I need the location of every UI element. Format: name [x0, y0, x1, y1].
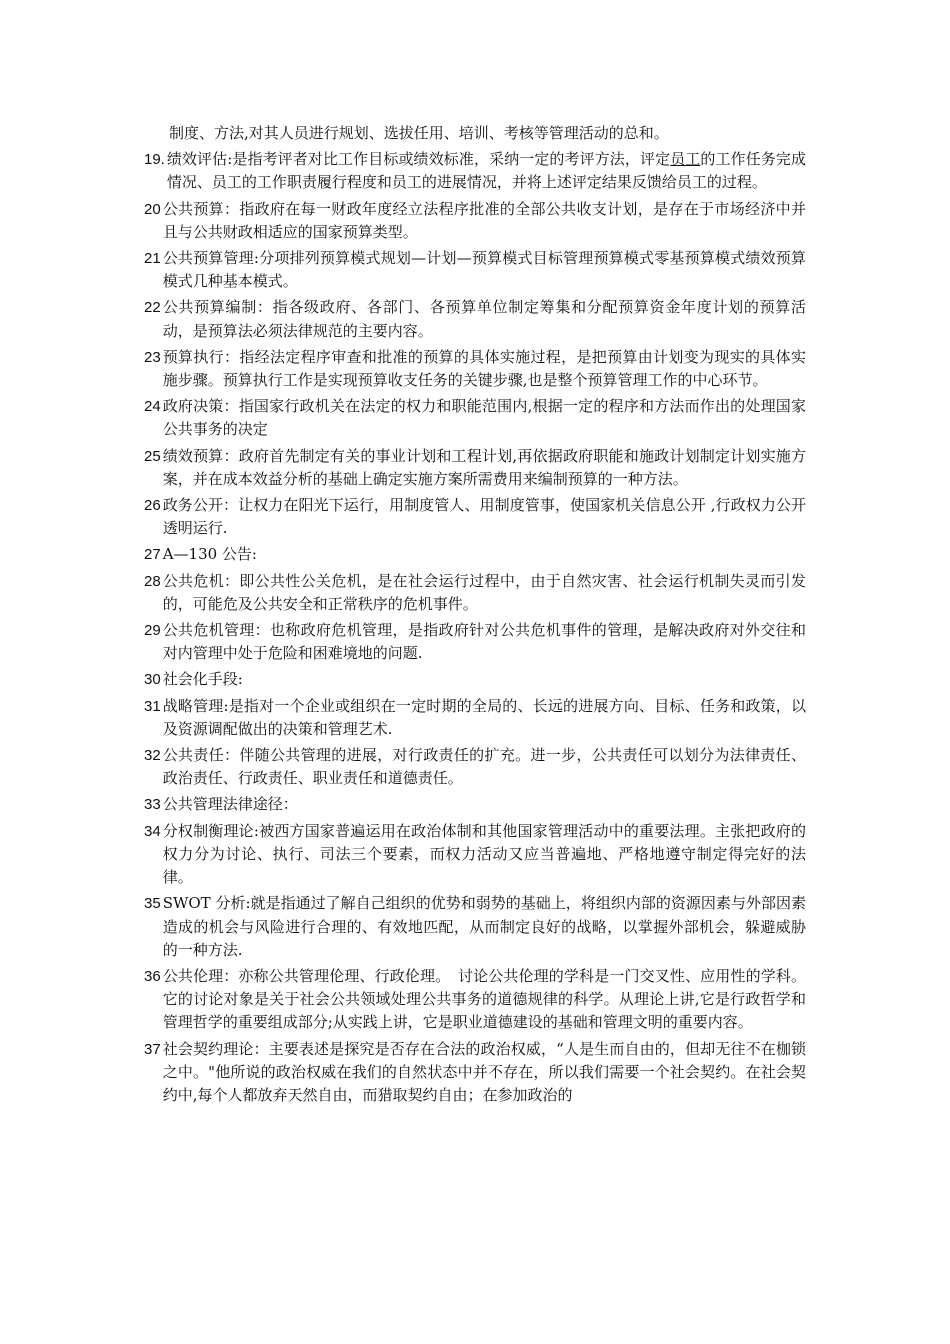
entry-number: 37 — [144, 1040, 161, 1058]
entry-number: 34 — [144, 822, 161, 840]
entry-text: 公共预算编制：指各级政府、各部门、各预算单位制定筹集和分配预算资金年度计划的预算活动，是预算法必须法律规范的主要内容。 — [162, 298, 806, 340]
entry-text: 公共危机：即公共性公关危机，是在社会运行过程中，由于自然灾害、社会运行机制失灵而引发的，可能危及公共安全和正常秩序的危机事件。 — [162, 571, 806, 613]
glossary-entry-24 — [144, 395, 806, 441]
entry-text: 政府决策：指国家行政机关在法定的权力和职能范围内,根据一定的程序和方法而作出的处理国家公共事务的决定 — [162, 397, 806, 439]
glossary-entry-33 — [144, 793, 806, 816]
entry-number: 27 — [144, 546, 161, 564]
continuation-paragraph: 制度、方法,对其人员进行规划、选拔任用、培训、考核等管理活动的总和。 — [169, 124, 669, 142]
glossary-entry-37 — [144, 1038, 806, 1108]
entry-number: 20 — [144, 200, 161, 218]
entry-text — [167, 148, 806, 194]
document-body — [144, 122, 806, 1110]
entry-text-part: 绩效评估:是指考评者对比工作目标或绩效标准，采纳一定的考评方法，评定 — [166, 150, 671, 169]
entry-text: 公共伦理：亦称公共管理伦理、行政伦理。 讨论公共伦理的学科是一门交叉性、应用性的学科。它的讨论对象是关于社会公共领域处理公共事务的道德规律的科学。从理论上讲,它是行政哲学和管理哲学的重要组成部分;从实践上讲，它是职业道德建设的基础和管理文明的重要内容。 — [162, 966, 806, 1032]
glossary-entry-19 — [144, 148, 806, 194]
glossary-entry-23 — [144, 346, 806, 392]
glossary-entry-34 — [144, 820, 806, 890]
entry-text-part: 的工作任务完成情况、员工的工作职责履行程度和员工的进展情况，并将上述评定结果反馈给员工的过程。 — [166, 150, 806, 192]
glossary-entry-21 — [144, 247, 806, 293]
entry-number: 21 — [144, 250, 161, 268]
entry-text: 公共管理法律途径： — [162, 795, 298, 814]
entry-number: 28 — [144, 572, 161, 590]
entry-text: 公共危机管理：也称政府危机管理，是指政府针对公共危机事件的管理，是解决政府对外交往和对内管理中处于危险和困难境地的问题. — [162, 621, 806, 663]
entry-number: 23 — [144, 348, 161, 366]
entry-text: 绩效预算：政府首先制定有关的事业计划和工程计划,再依据政府职能和施政计划制定计划实施方案，并在成本效益分析的基础上确定实施方案所需费用来编制预算的一种方法。 — [162, 446, 806, 488]
glossary-entry-30 — [144, 668, 806, 691]
entry-text: 预算执行：指经法定程序审查和批准的预算的具体实施过程，是把预算由计划变为现实的具体实施步骤。预算执行工作是实现预算收支任务的关键步骤,也是整个预算管理工作的中心环节。 — [162, 347, 806, 390]
entry-number: 31 — [144, 697, 161, 715]
entry-text: 社会契约理论：主要表述是探究是否存在合法的政治权威，“人是生而自由的，但却无往不在枷锁之中。"他所说的政治权威在我们的自然状态中并不存在，所以我们需要一个社会契约。在社会契约中,每个人都放弃天然自由，而猎取契约自由；在参加政治的 — [162, 1039, 806, 1104]
entry-number: 36 — [144, 967, 161, 985]
glossary-entry-35 — [144, 892, 806, 962]
glossary-entry-31 — [144, 695, 806, 741]
entry-text: 公共预算：指政府在每一财政年度经立法程序批准的全部公共收支计划，是存在于市场经济中并且与公共财政相适应的国家预算类型。 — [162, 199, 806, 241]
entry-number: 29 — [144, 622, 161, 640]
entry-number: 24 — [144, 398, 161, 416]
glossary-entry-36 — [144, 965, 806, 1035]
entry-number: 25 — [144, 447, 161, 465]
entry-number: 26 — [144, 497, 161, 515]
glossary-entry-29 — [144, 619, 806, 665]
glossary-entry-22 — [144, 296, 806, 342]
glossary-entry-20 — [144, 198, 806, 244]
entry-text: 战略管理:是指对一个企业或组织在一定时期的全局的、长远的进展方向、目标、任务和政策，以及资源调配做出的决策和管理艺术. — [162, 696, 806, 738]
glossary-entry-28 — [144, 570, 806, 616]
entry-text: 分权制衡理论:被西方国家普遍运用在政治体制和其他国家管理活动中的重要法理。主张把政府的权力分为讨论、执行、司法三个要素，而权力活动又应当普遍地、严格地遵守制定得完好的法律。 — [162, 821, 806, 887]
entry-number: 19. — [144, 151, 165, 169]
entry-text: 公共预算管理:分项排列预算模式规划—计划—预算模式目标管理预算模式零基预算模式绩效预算模式几种基本模式。 — [162, 249, 806, 291]
entry-number: 30 — [144, 671, 161, 689]
entry-text: SWOT 分析:就是指通过了解自己组织的优势和弱势的基础上，将组织内部的资源因素与外部因素造成的机会与风险进行合理的、有效地匹配，从而制定良好的战略，以掌握外部机会，躲避威胁的一种方法. — [162, 894, 806, 959]
entry-text: 社会化手段: — [162, 670, 243, 689]
glossary-entry-25 — [144, 445, 806, 491]
entry-number: 22 — [144, 299, 161, 317]
glossary-entry-27 — [144, 543, 806, 566]
glossary-entry-32 — [144, 744, 806, 790]
entry-number: 33 — [144, 796, 161, 814]
entry-text: A—130 公告: — [162, 545, 257, 564]
glossary-entry-26 — [144, 494, 806, 540]
employee-link[interactable]: 员工 — [670, 150, 701, 169]
entry-text: 政务公开：让权力在阳光下运行，用制度管人、用制度管事，使国家机关信息公开 ,行政权力公开透明运行. — [162, 496, 806, 538]
entry-number: 32 — [144, 747, 161, 765]
entry-text: 公共责任：伴随公共管理的进展，对行政责任的扩充。进一步，公共责任可以划分为法律责任、政治责任、行政责任、职业责任和道德责任。 — [162, 746, 806, 788]
entry-number: 35 — [144, 895, 161, 913]
